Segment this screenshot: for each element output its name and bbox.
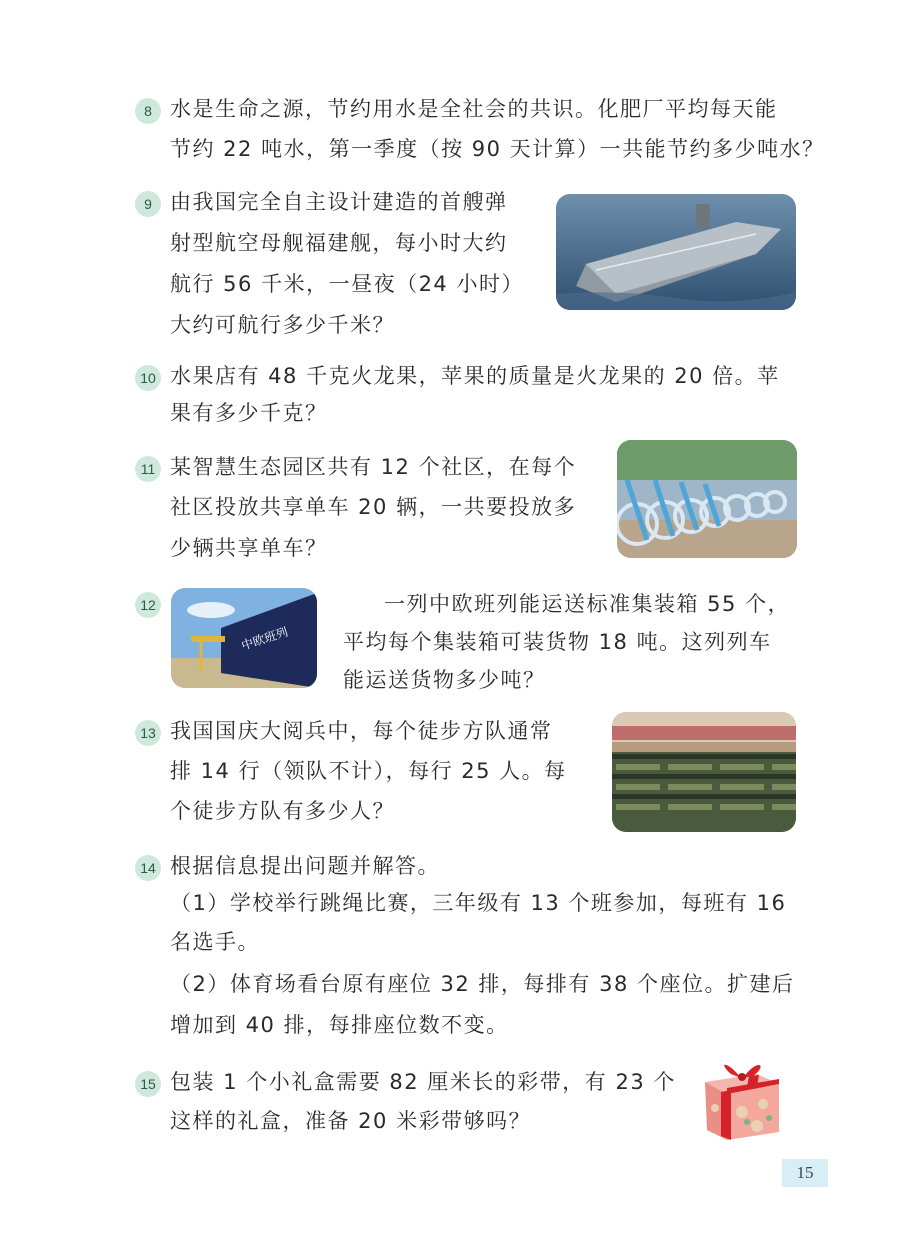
train-container-label: 中欧班列 <box>239 624 290 653</box>
problem-text-line: 排 14 行（领队不计），每行 25 人。每 <box>170 759 567 783</box>
problem-number: 9 <box>135 191 161 217</box>
problem-text-line: 少辆共享单车？ <box>170 536 328 560</box>
problem-text-line: 我国国庆大阅兵中，每个徒步方队通常 <box>170 719 553 743</box>
problem-text-line: 这样的礼盒，准备 20 米彩带够吗？ <box>170 1109 532 1133</box>
problem-number: 11 <box>135 456 161 482</box>
shared-bikes-photo <box>617 440 797 558</box>
problem-text-line: 果有多少千克？ <box>170 401 328 425</box>
problem-number: 8 <box>135 98 161 124</box>
problem-text-line: 水是生命之源，节约用水是全社会的共识。化肥厂平均每天能 <box>170 97 778 121</box>
problem-text-line: 节约 22 吨水，第一季度（按 90 天计算）一共能节约多少吨水？ <box>170 137 825 161</box>
problem-text-line: 某智慧生态园区共有 12 个社区，在每个 <box>170 455 577 479</box>
problem-text-line: 平均每个集装箱可装货物 18 吨。这列列车 <box>343 630 772 654</box>
problem-number: 14 <box>135 855 161 881</box>
problem-number: 15 <box>135 1071 161 1097</box>
problem-text-line: （1）学校举行跳绳比赛，三年级有 13 个班参加，每班有 16 <box>170 891 787 915</box>
problem-text-line: 增加到 40 排，每排座位数不变。 <box>170 1013 509 1037</box>
china-europe-train-photo <box>171 588 317 688</box>
problem-text-line: 射型航空母舰福建舰，每小时大约 <box>170 231 508 255</box>
aircraft-carrier-photo <box>556 194 796 310</box>
problem-text-line: 能运送货物多少吨？ <box>343 668 546 692</box>
problem-text-line: 个徒步方队有多少人？ <box>170 799 395 823</box>
problem-text-line: 一列中欧班列能运送标准集装箱 55 个， <box>384 592 791 616</box>
problem-text-line: （2）体育场看台原有座位 32 排，每排有 38 个座位。扩建后 <box>170 972 795 996</box>
problem-text-line: 社区投放共享单车 20 辆，一共要投放多 <box>170 495 577 519</box>
gift-box-illustration <box>697 1052 787 1144</box>
problem-text-line: 根据信息提出问题并解答。 <box>170 854 440 878</box>
problem-number: 13 <box>135 720 161 746</box>
problem-text-line: 名选手。 <box>170 930 260 954</box>
problem-text-line: 大约可航行多少千米？ <box>170 313 395 337</box>
problem-text-line: 航行 56 千米，一昼夜（24 小时） <box>170 272 524 296</box>
problem-text-line: 由我国完全自主设计建造的首艘弹 <box>170 190 508 214</box>
page-number: 15 <box>782 1159 828 1187</box>
problem-text-line: 包装 1 个小礼盒需要 82 厘米长的彩带，有 23 个 <box>170 1070 676 1094</box>
problem-text-line: 水果店有 48 千克火龙果，苹果的质量是火龙果的 20 倍。苹 <box>170 364 780 388</box>
problem-number: 10 <box>135 365 161 391</box>
military-parade-photo <box>612 712 796 832</box>
problem-number: 12 <box>135 592 161 618</box>
